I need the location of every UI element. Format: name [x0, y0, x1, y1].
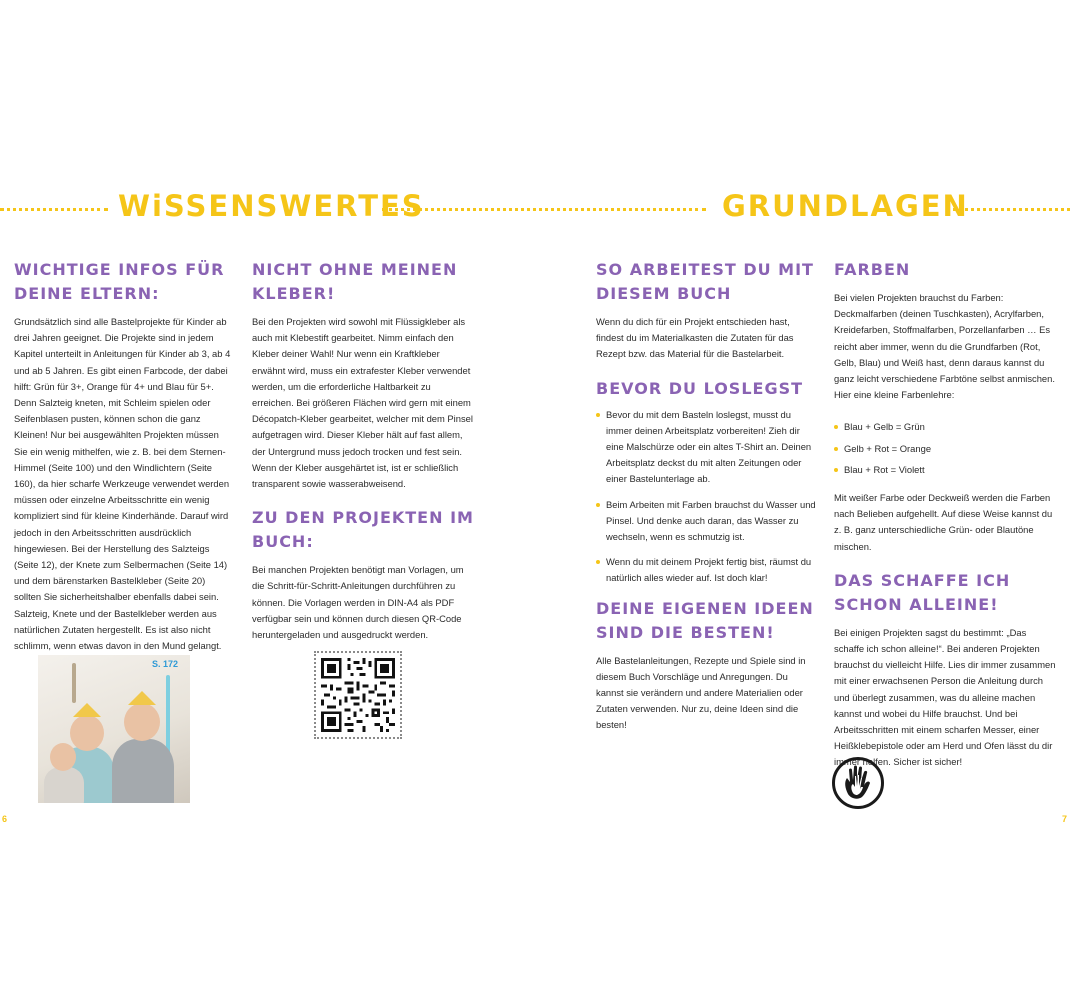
decor-branch	[72, 663, 76, 703]
column-parents-info	[14, 258, 232, 654]
paragraph-alone: Bei einigen Projekten sagst du bestimmt: „Das schaffe ich schon alleine!“. Bei anderen Projekten brauchst du vielleicht Hilfe. Lies dir immer zusammen mit einer erwachsenen Person die Anleitung durch und überlegt zusammen, was du alleine machen kannst und wobei du Hilfe brauchst. Und bei Arbeitsschritten mit einem scharfen Messer, einer Heißklebepistole oder am Herd und Ofen lässt du dir immer helfen. Sicher ist sicher!	[834, 626, 1056, 768]
child-shirt-right	[112, 739, 174, 803]
list-item: Bevor du mit dem Basteln loslegst, musst du immer deinen Arbeitsplatz vorbereiten! Zieh dir eine Malschürze oder ein altes T-Shirt an. Deinen Arbeitsplatz deckst du mit alten Zeitungen oder einer Bastelunterlage ab.	[596, 407, 816, 488]
heading-projects: ZU DEN PROJEKTEN IM BUCH:	[252, 508, 474, 552]
qr-code-icon	[321, 658, 395, 732]
paragraph-lighten: Mit weißer Farbe oder Deckweiß werden die Farben nach Belieben aufgehellt. Auf diese Weise kannst du z. B. ganz unterschiedliche Grün- oder Blautöne mischen.	[834, 492, 1053, 552]
dotted-rule-left-a	[0, 208, 108, 211]
column-colors	[834, 258, 1056, 771]
dotted-rule-center	[382, 208, 706, 211]
heading-before-start: BEVOR DU LOSLEGST	[596, 378, 804, 398]
dotted-rule-right	[946, 208, 1070, 211]
paper-crown-left	[73, 703, 101, 717]
heading-colors: FARBEN	[834, 260, 911, 279]
paragraph-projects: Bei manchen Projekten benötigt man Vorlagen, um die Schritt-für-Schritt-Anleitungen durchführen zu können. Die Vorlagen werden in DIN-A4 als PDF verfügbar sein und können durch diesen QR-Code heruntergeladen und ausgedruckt werden.	[252, 564, 464, 641]
photo-page-tag: S. 172	[151, 659, 178, 669]
paragraph-parents-info: Grundsätzlich sind alle Bastelprojekte für Kinder ab drei Jahren geeignet. Die Projekte sind in jedem Kapitel unterteilt in Anleitungen für Kinder ab 3, ab 4 und ab 5 Jahren. Es gibt einen Farbcode, der dabei hilft: Grün für 3+, Orange für 4+ und Blau für 5+. Denn Salzteig kneten, mit Schleim spielen oder Seifenblasen pusten, können schon die ganz Kleinen! Nur bei ausgewählten Projekten müssen Sie ein wenig mithelfen, wie z. B. bei dem Sternen-Himmel (Seite 100) und den Windlichtern (Seite 160), da hier scharfe Werkzeuge verwendet werden müssen oder einzelne Arbeitsschritte ein wenig kompliziert sind für kleine Kinderhände. Darauf wird jedoch in den Arbeitsschritten ausdrücklich hingewiesen. Bei der Herstellung des Salzteigs (Seite 12), der Knete zum Selbermachen (Seite 14) und dem bärenstarken Bastelkleber (Seite 20) sollten Sie sicherheitshalber ebenfalls dabei sein. Salzteig, Knete und der Bastelkleber werden aus natürlichen Zutaten hergestellt. Es ist also nicht schlimm, wenn etwas davon in den Mund gelangt.	[14, 316, 231, 652]
list-item: Gelb + Rot = Orange	[834, 441, 1056, 457]
section-title-right: GRUNDLAGEN	[722, 189, 969, 223]
list-item: Wenn du mit deinem Projekt fertig bist, räumst du natürlich alles wieder auf. Ist doch klar!	[596, 554, 816, 586]
child-face-small	[50, 743, 76, 771]
before-start-list	[596, 407, 816, 587]
heading-alone: DAS SCHAFFE ICH SCHON ALLEINE!	[834, 570, 1011, 614]
child-face-right	[124, 703, 160, 741]
heading-own-ideas: DEINE EIGENEN IDEEN SIND DIE BESTEN!	[596, 598, 814, 642]
paragraph-colors: Bei vielen Projekten brauchst du Farben: Deckmalfarben (deinen Tuschkasten), Acrylfarben, Kreidefarben, Stoffmalfarben, Porzellanfarben … Es reicht aber immer, wenn du die Grundfarben (Rot, Gelb, Blau) und Weiß hast, denn daraus kannst du ganz leicht verschiedene Farbtöne selbst anmischen. Hier eine kleine Farbenlehre:	[834, 292, 1055, 401]
color-mix-list	[834, 419, 1056, 478]
list-item: Blau + Rot = Violett	[834, 462, 1056, 478]
list-item: Blau + Gelb = Grün	[834, 419, 1056, 435]
column-glue	[252, 258, 474, 643]
hand-glyph	[835, 760, 881, 806]
heading-glue: NICHT OHNE MEINEN KLEBER!	[252, 260, 458, 303]
children-photo	[38, 655, 190, 803]
child-face-left	[70, 715, 104, 751]
qr-code[interactable]	[314, 651, 402, 739]
column-how-to	[596, 258, 816, 734]
hand-icon	[832, 757, 884, 809]
heading-parents-info: WICHTIGE INFOS FÜR DEINE ELTERN:	[14, 260, 225, 303]
section-title-left: WiSSENSWERTES	[118, 189, 425, 223]
paragraph-how-to: Wenn du dich für ein Projekt entschieden hast, findest du im Materialkasten die Zutaten für das Rezept bzw. das Material für die Bastelarbeit.	[596, 316, 794, 360]
heading-how-to: SO ARBEITEST DU MIT DIESEM BUCH	[596, 260, 814, 303]
paper-crown-right	[128, 691, 156, 705]
paragraph-glue: Bei den Projekten wird sowohl mit Flüssigkleber als auch mit Klebestift gearbeitet. Nimm einfach den Kleber deiner Wahl! Nur wenn ein Kraftkleber erwähnt wird, muss ein extrafester Kleber verwendet werden, um die erforderliche Haltbarkeit zu erreichen. Bei größeren Flächen wird gern mit einem Décopatch-Kleber gearbeitet, welcher mit dem Pinsel aufgetragen wird. Dieser Kleber hält auf fast allem, der Untergrund muss jedoch trocken und fest sein. Wenn der Kleber ausgehärtet ist, ist er schließlich transparent sowie wasserabweisend.	[252, 316, 473, 490]
page-number-left: 6	[2, 814, 8, 824]
list-item: Beim Arbeiten mit Farben brauchst du Wasser und Pinsel. Und denke auch daran, das Wasser zu wechseln, wenn es schmutzig ist.	[596, 497, 816, 546]
page-number-right: 7	[1062, 814, 1068, 824]
paragraph-own-ideas: Alle Bastelanleitungen, Rezepte und Spiele sind in diesem Buch Vorschläge und Anregungen. Du kannst sie verändern und andere Materialien oder Zutaten verwenden. Nur zu, deine Ideen sind die besten!	[596, 654, 806, 731]
child-shirt-small	[44, 767, 84, 803]
